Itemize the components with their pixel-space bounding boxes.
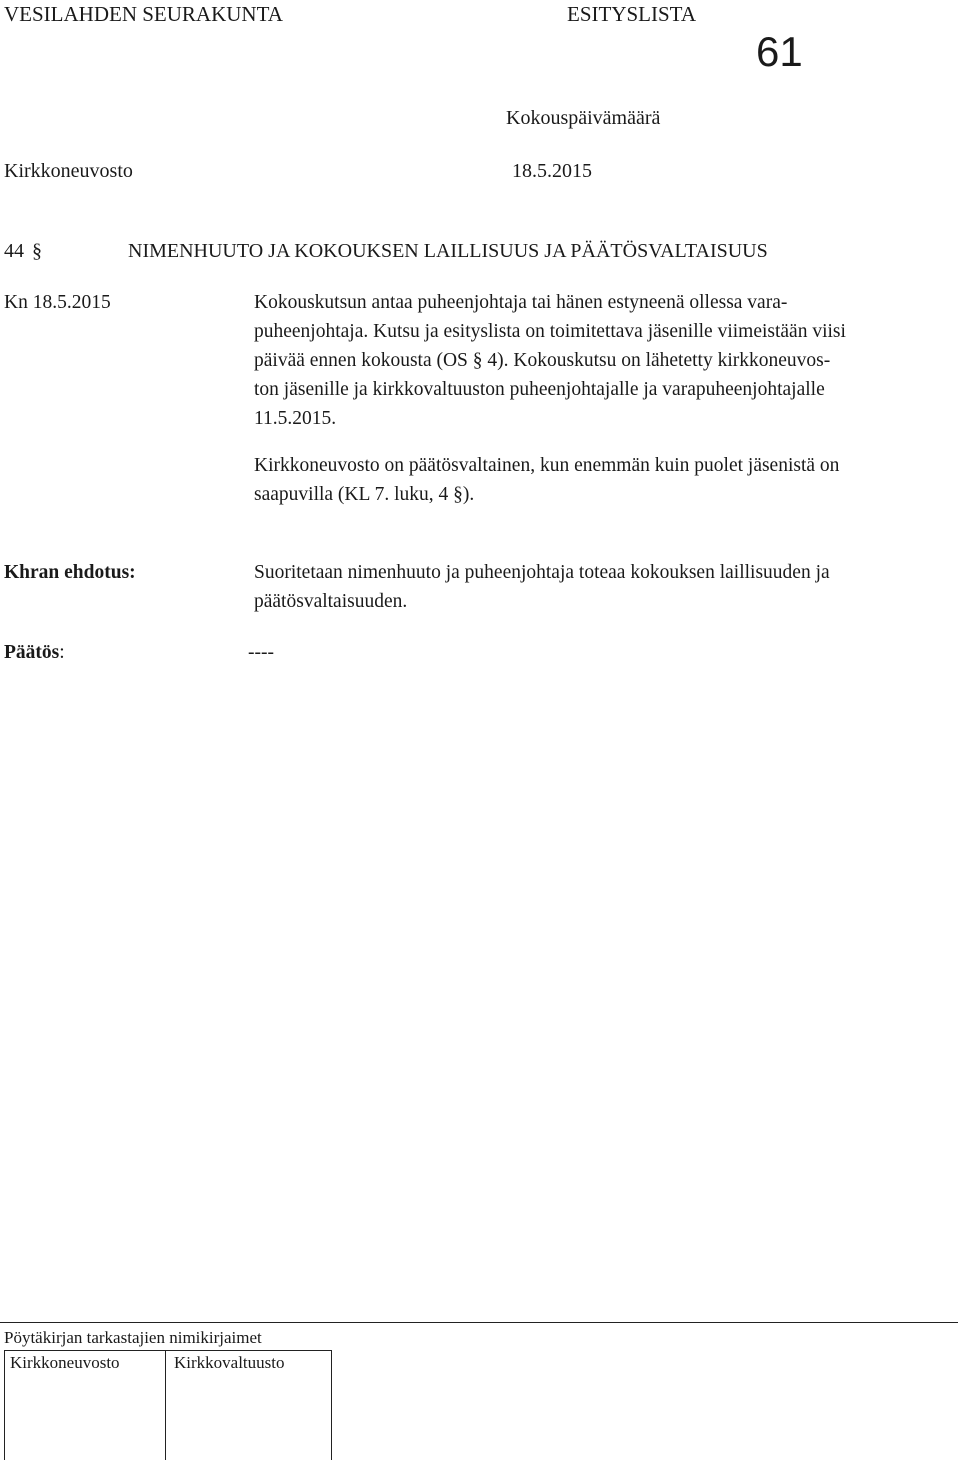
body-name: Kirkkoneuvosto	[4, 160, 133, 182]
date-label: Kokouspäivämäärä	[506, 107, 661, 129]
signature-box-label: Kirkkoneuvosto	[10, 1353, 120, 1372]
proposal-text	[254, 558, 954, 616]
section-symbol: §	[32, 240, 42, 262]
signature-box-label: Kirkkovaltuusto	[174, 1353, 285, 1372]
paragraph-line: päivää ennen kokousta (OS § 4). Kokouskutsu on lähetetty kirkkoneuvos-	[254, 350, 831, 371]
signature-box-kirkkovaltuusto	[165, 1350, 332, 1460]
meeting-date: 18.5.2015	[512, 160, 592, 182]
decision-label: Päätös	[4, 642, 60, 663]
paragraph-2	[254, 451, 954, 509]
decision-row	[4, 638, 65, 667]
page-number: 61	[756, 28, 803, 75]
paragraph-1	[254, 288, 954, 433]
proposal-label: Khran ehdotus:	[4, 562, 136, 583]
proposal-line: päätösvaltaisuuden.	[254, 591, 408, 612]
section-title: NIMENHUUTO JA KOKOUKSEN LAILLISUUS JA PÄÄTÖSVALTAISUUS	[128, 240, 768, 262]
footer-title: Pöytäkirjan tarkastajien nimikirjaimet	[4, 1328, 262, 1347]
section-number: 44	[4, 240, 24, 262]
paragraph-line: puheenjohtaja. Kutsu ja esityslista on toimitettava jäsenille viimeistään viisi	[254, 321, 846, 342]
paragraph-line: Kirkkoneuvosto on päätösvaltainen, kun enemmän kuin puolet jäsenistä on	[254, 455, 840, 476]
paragraph-line: ton jäsenille ja kirkkovaltuuston puheenjohtajalle ja varapuheenjohtajalle	[254, 379, 825, 400]
entry-label: Kn 18.5.2015	[4, 292, 111, 313]
paragraph-line: 11.5.2015.	[254, 408, 337, 429]
paragraph-line: saapuvilla (KL 7. luku, 4 §).	[254, 484, 475, 505]
decision-value: ----	[248, 642, 274, 663]
document-type: ESITYSLISTA	[567, 2, 696, 26]
organization-name: VESILAHDEN SEURAKUNTA	[4, 2, 283, 26]
paragraph-line: Kokouskutsun antaa puheenjohtaja tai hänen estyneenä ollessa vara-	[254, 292, 788, 313]
signature-box-kirkkoneuvosto	[4, 1350, 166, 1460]
footer-divider	[0, 1322, 958, 1323]
proposal-line: Suoritetaan nimenhuuto ja puheenjohtaja toteaa kokouksen laillisuuden ja	[254, 562, 830, 583]
decision-colon: :	[59, 642, 65, 663]
